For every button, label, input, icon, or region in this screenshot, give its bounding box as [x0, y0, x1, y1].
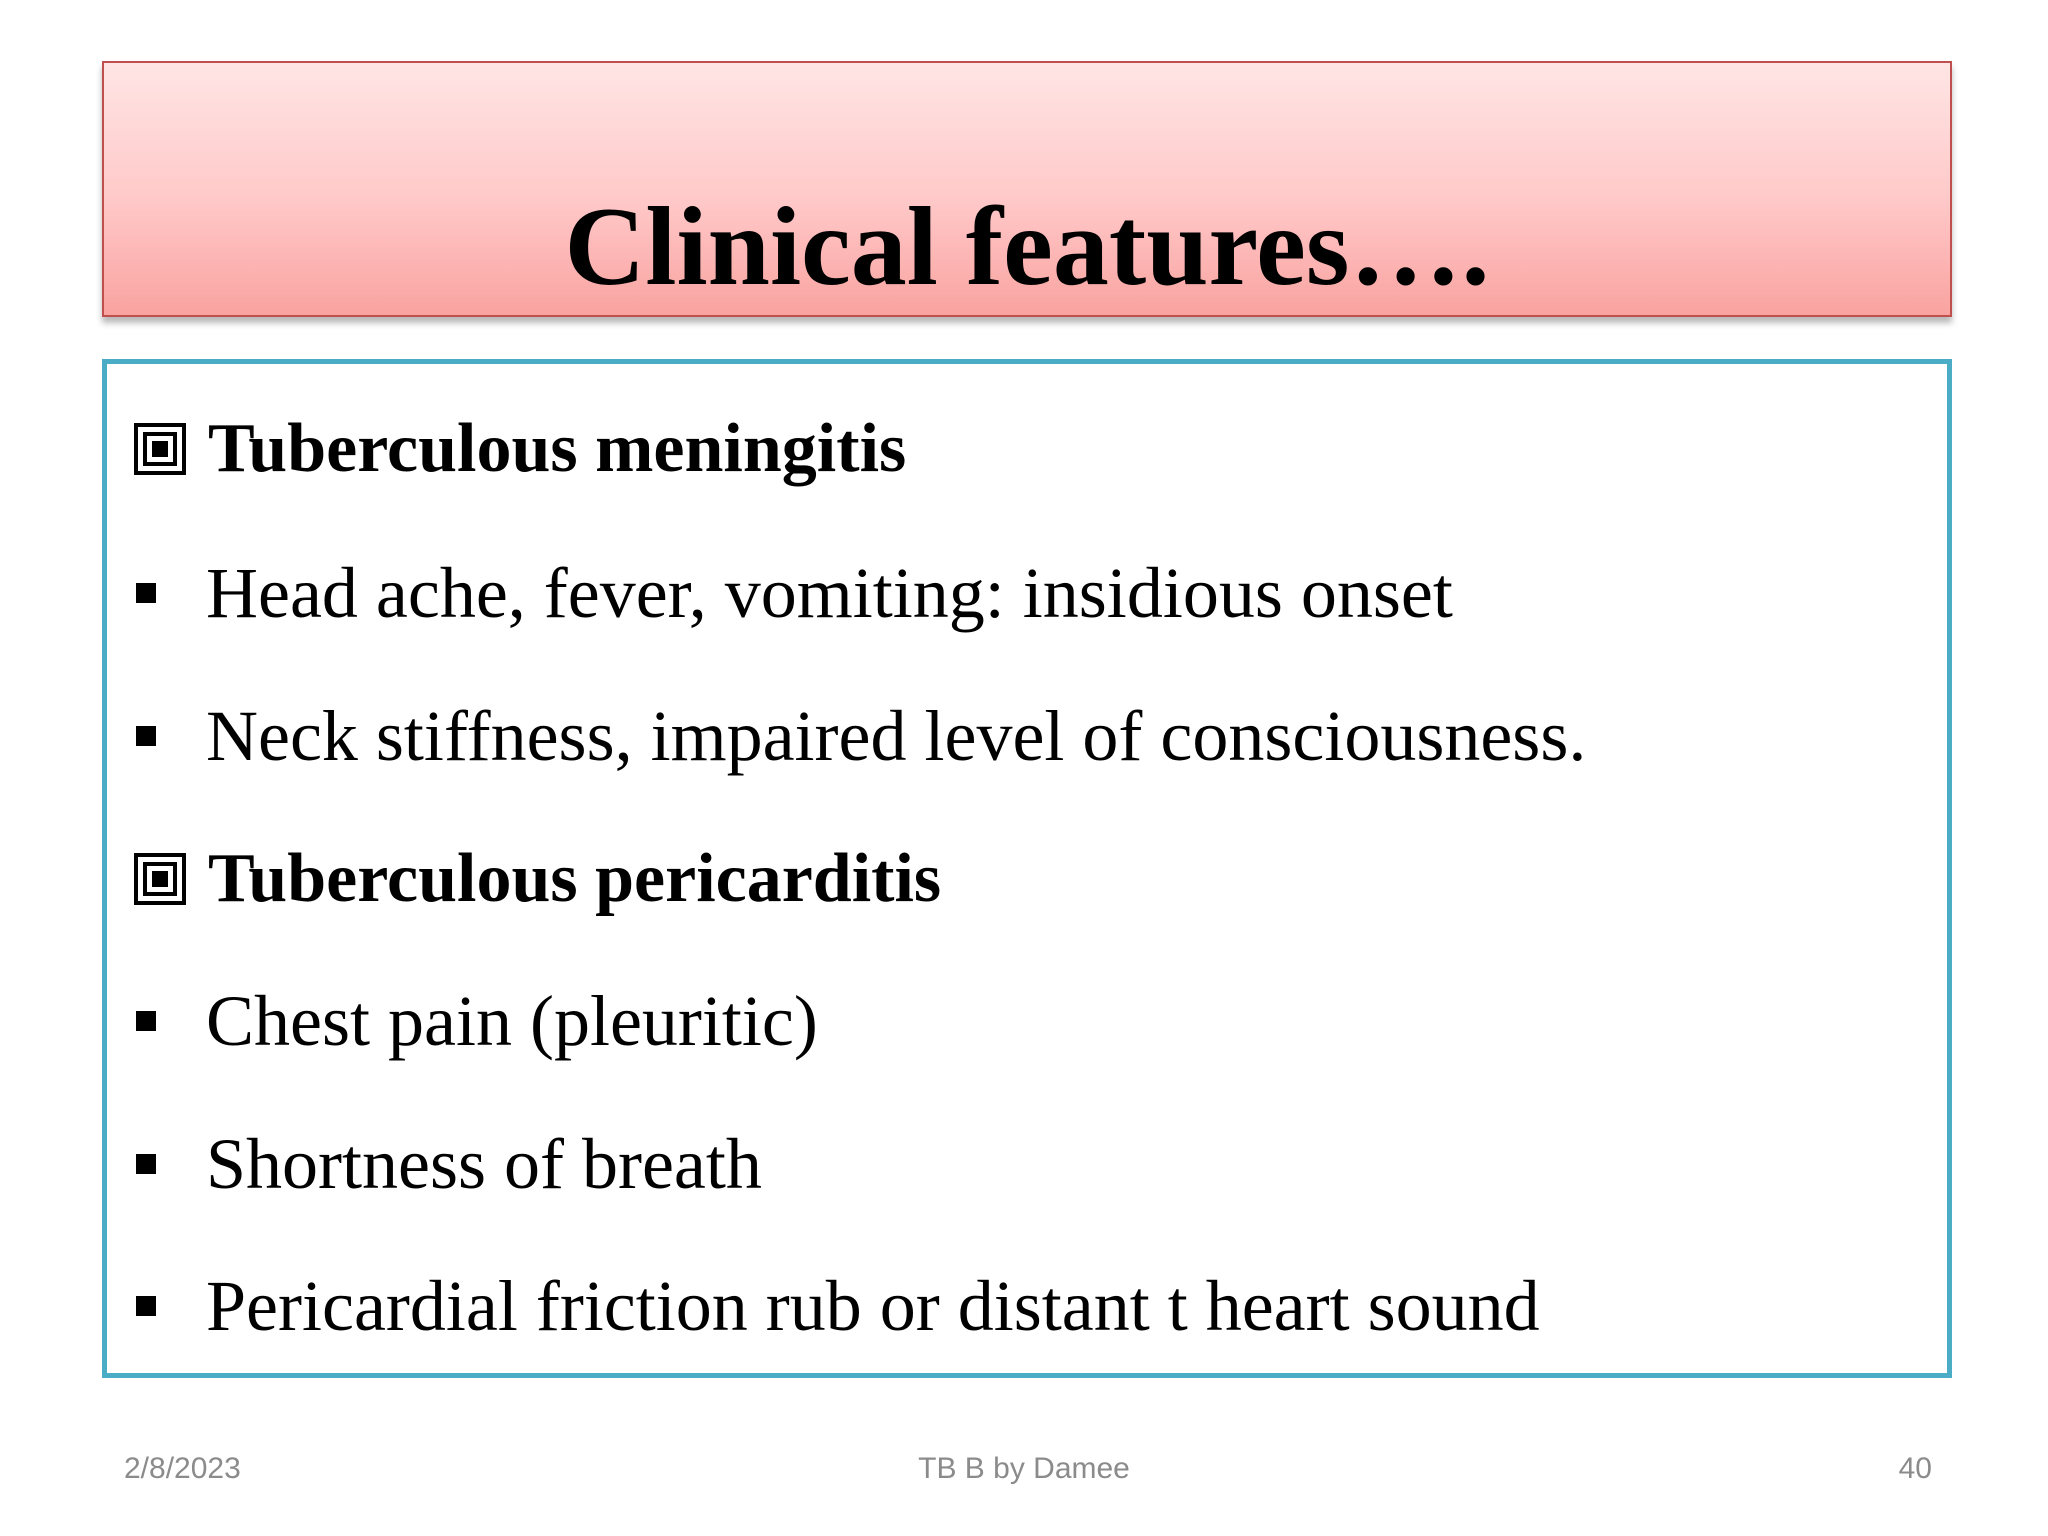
- nested-squares-icon: [134, 853, 186, 905]
- nested-squares-icon: [134, 423, 186, 475]
- bullet-text: Pericardial friction rub or distant t heart sound: [206, 1266, 1540, 1346]
- bullet-text: Chest pain (pleuritic): [206, 981, 818, 1061]
- bullet-item: [134, 553, 1453, 633]
- footer-page-number: 40: [1898, 1452, 1932, 1485]
- bullet-item: [134, 1266, 1540, 1346]
- section-heading-text: Tuberculous meningitis: [208, 410, 907, 487]
- bullet-item: [134, 1124, 762, 1204]
- bullet-item: [134, 981, 818, 1061]
- section-heading-text: Tuberculous pericarditis: [208, 840, 942, 917]
- slide-title: Clinical features….: [564, 184, 1490, 309]
- section-heading-pericarditis: [134, 840, 942, 917]
- bullet-item: [134, 696, 1587, 776]
- footer-date: 2/8/2023: [124, 1452, 241, 1485]
- square-bullet-icon: [136, 583, 156, 603]
- footer-center-text: TB B by Damee: [918, 1452, 1130, 1485]
- square-bullet-icon: [136, 1296, 156, 1316]
- square-bullet-icon: [136, 1154, 156, 1174]
- content-box: [102, 359, 1952, 1378]
- square-bullet-icon: [136, 1011, 156, 1031]
- bullet-text: Head ache, fever, vomiting: insidious onset: [206, 553, 1453, 633]
- section-heading-meningitis: [134, 410, 907, 487]
- bullet-text: Neck stiffness, impaired level of consciousness.: [206, 696, 1587, 776]
- title-box: [102, 61, 1952, 317]
- bullet-text: Shortness of breath: [206, 1124, 762, 1204]
- square-bullet-icon: [136, 726, 156, 746]
